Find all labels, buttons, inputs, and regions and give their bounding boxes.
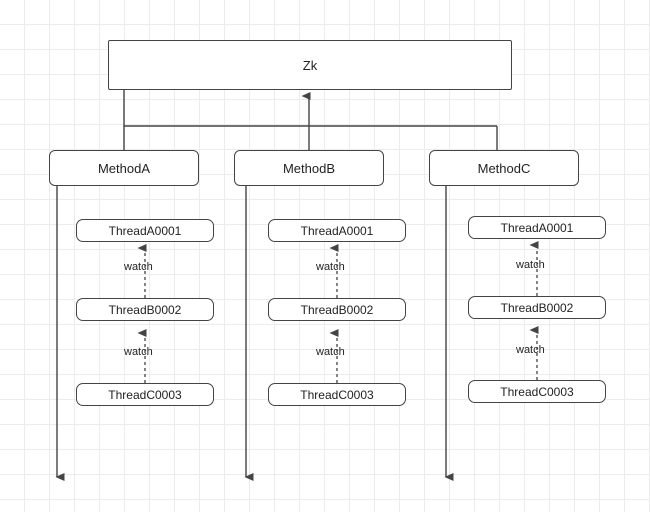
node-thread-a-col-a[interactable] — [76, 219, 214, 242]
node-thread-label: ThreadC0003 — [108, 387, 182, 402]
edge-label-watch — [516, 344, 545, 356]
node-thread-label: ThreadB0002 — [500, 300, 574, 315]
node-thread-b-col-c[interactable] — [468, 296, 606, 319]
edge-label-text: watch — [124, 261, 153, 273]
node-method-a[interactable] — [49, 150, 199, 186]
node-thread-c-col-c[interactable] — [468, 380, 606, 403]
node-thread-b-col-a[interactable] — [76, 298, 214, 321]
node-zk-label: Zk — [302, 57, 318, 73]
node-method-c-label: MethodC — [477, 160, 531, 176]
node-thread-label: ThreadA0001 — [300, 223, 374, 238]
node-thread-c-col-a[interactable] — [76, 383, 214, 406]
node-thread-c-col-b[interactable] — [268, 383, 406, 406]
node-method-b[interactable] — [234, 150, 384, 186]
edge-label-watch — [316, 261, 345, 273]
node-thread-a-col-c[interactable] — [468, 216, 606, 239]
node-method-a-label: MethodA — [97, 160, 151, 176]
node-thread-label: ThreadC0003 — [500, 384, 574, 399]
node-thread-b-col-b[interactable] — [268, 298, 406, 321]
edge-label-watch — [516, 259, 545, 271]
edge-label-text: watch — [516, 344, 545, 356]
node-method-c[interactable] — [429, 150, 579, 186]
node-method-b-label: MethodB — [282, 160, 336, 176]
node-thread-a-col-b[interactable] — [268, 219, 406, 242]
edge-label-watch — [316, 346, 345, 358]
edge-label-watch — [124, 346, 153, 358]
node-thread-label: ThreadA0001 — [108, 223, 182, 238]
edge-label-text: watch — [316, 261, 345, 273]
node-thread-label: ThreadB0002 — [108, 302, 182, 317]
edge-label-text: watch — [124, 346, 153, 358]
node-zk[interactable] — [108, 40, 512, 90]
node-thread-label: ThreadB0002 — [300, 302, 374, 317]
edge-label-watch — [124, 261, 153, 273]
node-thread-label: ThreadC0003 — [300, 387, 374, 402]
node-thread-label: ThreadA0001 — [500, 220, 574, 235]
edge-label-text: watch — [316, 346, 345, 358]
edge-label-text: watch — [516, 259, 545, 271]
